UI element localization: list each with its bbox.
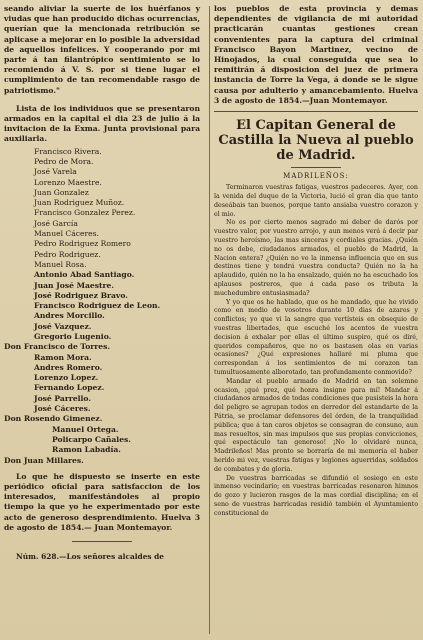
- list-item: José Varela: [34, 167, 77, 177]
- list-item: Juan Rodriguez Muñoz.: [34, 198, 125, 208]
- list-item: Pedro de Mora.: [34, 156, 94, 166]
- left-closing: Lo que he dispuesto se inserte en este periódico oficial para satisfaccion de los interesados, manifestándoles al propio tiempo la que yo he experimentado por este acto de generoso desprendimiento. Huelva 3 de agosto de 1854.— Juan Montemayor.: [4, 471, 200, 532]
- paragraph: Terminaron vuestras fatigas, vuestros padeceres. Ayer, con la venida del duque de la Victoria, lució el gran dia que tanto deseábais tan buenos, porque tanto ansiaba vuestro corazon y el mio.: [214, 184, 418, 218]
- list-item: Fernando Lopez.: [34, 383, 105, 393]
- left-intro: seando aliviar la suerte de los huérfanos y viudas que han producido dichas ocurrencias, querían que la mencionada retribución se aplicase a mejorar en lo posible la adversidad de aquellos infelices. Y cooperando por mi parte á tan filantrópico sentimiento se lo recomiendo á V. S. por si tiene lugar el cumplimiento de tan recomendable rasgo de patriotismo.": [4, 4, 200, 95]
- list-item: Juan José Maestre.: [34, 280, 115, 290]
- list-item: Francisco Rodriguez de Leon.: [34, 301, 161, 311]
- list-item: Lorenzo Lopez.: [34, 373, 99, 383]
- paragraph: Y yo que os he hablado, que os he mandado, que he vivido como en medio de vosotros durante 10 dias de azares y conflictos; yo que vi la sangre que vertísteis en obsequio de vuestras libertades, que escuché los acentos de vuestra decision á exhalar por ellas el último suspiro, qué os diré, queridos compañeros, que no os bastasen olas en varias ocasiones? ¿Qué expresiones hallaré mi pluma que correspondan á los sentimientos de mi corazon tan tumultuosamente alborotado, tan profundamente conmovido?: [214, 298, 418, 376]
- list-item: Francisco Rivera.: [34, 146, 102, 156]
- list-item: Ramon Labadía.: [52, 445, 121, 455]
- list-item: Policarpo Cañales.: [52, 434, 131, 444]
- list-item: Andres Morcillo.: [34, 311, 105, 321]
- list-item: Pedro Rodriguez Romero: [34, 239, 131, 249]
- divider: [72, 541, 132, 542]
- list-item: Lorenzo Maestre.: [34, 177, 102, 187]
- section-title: MADRILEÑOS:: [283, 172, 349, 181]
- list-item: Juan Gonzalez: [34, 187, 89, 197]
- list-item: Manuel Ortega.: [52, 424, 119, 434]
- paragraph: De vuestras barricadas se difundió el sosiego en este inmenso vecindario; en vuestras barricadas resonaron himnos de gozo y lucieron rasgos de la mas cordial disciplina; en el seno de vuestras barricadas residió también el Ayuntamiento constitucional de: [214, 474, 418, 517]
- list-item: Manuel Rosa.: [34, 259, 87, 269]
- list-item: Ramon Mora.: [34, 352, 92, 362]
- paragraph: No es por cierto menos sagrado mi deber de darós por vuestro valor, por vuestro arrojo, y aun menos verá á decir par vuestro heroísmo, las mas sinceras y cordiales gracias. ¿Quién no os debe, ciudadanos armados, el pueblo de Madrid, la Nacion entera? ¿Quién no ve la inmensa influencia que en sus destinos tiene y tendrá vuestra conducta? Quién no la ha aplaudido, quién no la ha ensalzado, quién no ha escuchado los aplausos postreros, que á cada paso os tributa la muchedumbre entusiasmada?: [214, 219, 418, 297]
- right-intro: los pueblos de esta provincia y demas dependientes de vigilancia de mi autoridad practicarán cuantas gestiones crean convenientes para la captura del criminal Francisco Bayon Martinez, vecino de Hinojados, la cual conseguida que sea lo remitirán á disposicion del juez de primera instancia de Torre la Vega, á donde se le sigue causa por adulterio y amancebamiento. Huelva 3 de agosto de 1854.—Juan Montemayor.: [214, 4, 418, 105]
- list-item: Don Francisco de Torres.: [4, 342, 111, 352]
- left-column: [4, 4, 200, 562]
- left-footer: Núm. 628.—Los señores alcaldes de: [16, 552, 165, 562]
- divider: [214, 111, 418, 112]
- list-item: Don Rosendo Gimenez.: [4, 414, 103, 424]
- names-list: [4, 147, 200, 466]
- column-divider: [209, 6, 210, 634]
- right-column: [214, 4, 418, 519]
- paragraph: Mandar el pueblo armado de Madrid en tan solemne ocasion, ¡qué prez, qué honra insigne para mí! Mandar á ciudadanos armados de todas condiciones que pusisteis la hora del peligro se agrupan todos en derredor del estandarte de la Pátria, se proclamar defensores del órden, de la tranquilidad pública; que á tan caros objetos se consagran de consuno, aun mas resueltos, sin mas impulsos que sus propias convicciones, qué espectáculo tan generoso! ¡No lo olvidaré nunca, Madrileños! Mas pronto se borraría de mi memoria el haber herido mi vez, vuestras fatigas y legiones aguerridas, soldados de combates y de gloria.: [214, 377, 418, 473]
- list-item: Pedro Rodriguez.: [34, 249, 101, 259]
- list-item: Antonio Abad Santiago.: [34, 270, 135, 280]
- list-item: José Parrello.: [34, 393, 92, 403]
- list-item: Don Juan Millares.: [4, 455, 84, 465]
- divider: [291, 167, 341, 168]
- list-item: José Vazquez.: [34, 321, 92, 331]
- headline: El Capitan General de Castilla la Nueva al pueblo de Madrid.: [218, 118, 414, 164]
- list-item: Gregorio Lugenio.: [34, 331, 112, 341]
- list-item: Francisco Gonzalez Perez.: [34, 208, 136, 218]
- list-item: José Rodriguez Bravo.: [34, 290, 128, 300]
- list-title: Lista de los individuos que se presentaron armados en la capital el dia 23 de julio á la invitacion de la Exma. Junta provisional para auxiliarla.: [4, 103, 200, 144]
- list-item: José Cáceres.: [34, 404, 91, 414]
- list-item: Andres Romero.: [34, 362, 103, 372]
- list-item: Manuel Cáceres.: [34, 229, 99, 239]
- list-item: José García: [34, 218, 78, 228]
